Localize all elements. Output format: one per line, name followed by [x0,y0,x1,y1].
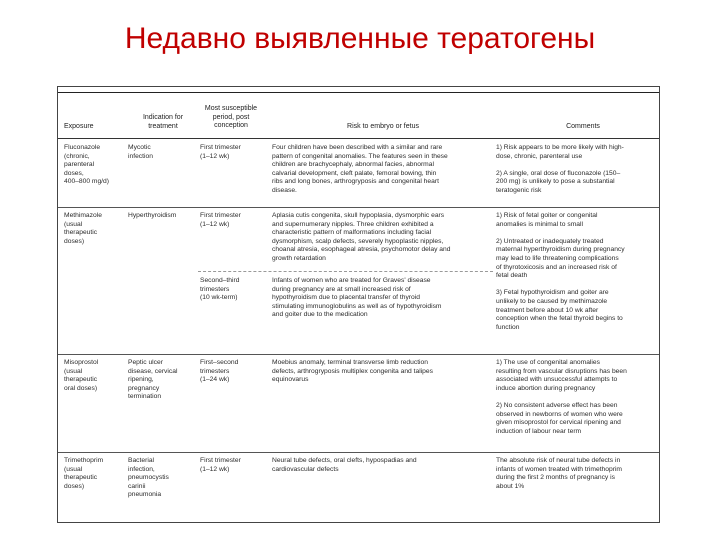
row-2-period-b: Second–third trimesters (10 wk-term) [200,277,240,302]
row-2-period-a: First trimester (1–12 wk) [200,212,241,228]
row-1-exposure: Fluconazole (chronic, parenteral doses, 400–800 mg/d) [64,144,109,186]
row-4-risk: Neural tube defects, oral clefts, hypospadias and cardiovascular defects [272,457,417,473]
row-2-indication: Hyperthyroidism [128,212,177,219]
row-1-comments: 1) Risk appears to be more likely with high- dose, chronic, parenteral use 2) A single, oral dose of fluconazole (150– 200 mg) is unlikely to pose a substantial teratogenic risk [496,144,624,194]
row-divider [58,452,659,453]
row-4-indication: Bacterial infection, pneumocystis carinii pneumonia [128,457,169,499]
teratogen-table [57,86,660,523]
row-4-comments: The absolute risk of neural tube defects in infants of women treated with trimethoprim during the first 2 months of pregnancy is about 1% [496,457,623,490]
row-4-period: First trimester (1–12 wk) [200,457,241,473]
header-comments: Comments [566,123,600,130]
page-title: Недавно выявленные тератогены [124,22,596,55]
row-divider [58,207,659,208]
header-exposure: Exposure [64,123,94,130]
row-2-exposure: Methimazole (usual therapeutic doses) [64,212,102,245]
row-2-comments: 1) Risk of fetal goiter or congenital anomalies is minimal to small 2) Untreated or inadequately treated maternal hyperthyroidism during pregnancy may lead to life threatening complications of thyrotoxicosis and an increased risk of fetal death 3) Fetal hypothyroidism and goiter are unlikely to be caused by methimazole treatment before about 10 wk after conception when the fetal thyroid begins to function [496,212,625,331]
header-indication: Indication for treatment [142,114,184,130]
row-2-subdivider [198,271,493,272]
header-risk: Risk to embryo or fetus [347,123,419,130]
row-3-risk: Moebius anomaly, terminal transverse limb reduction defects, arthrogryposis multiplex congenita and talipes equinovarus [272,359,433,384]
row-3-period: First–second trimesters (1–24 wk) [200,359,239,384]
header-period: Most susceptible period, post conception [204,105,258,130]
row-1-indication: Mycotic infection [128,144,153,160]
row-3-indication: Peptic ulcer disease, cervical ripening, pregnancy termination [128,359,178,401]
table-top-rule [58,92,659,93]
row-divider [58,354,659,355]
row-4-exposure: Trimethoprim (usual therapeutic doses) [64,457,104,490]
row-1-risk: Four children have been described with a similar and rare pattern of congenital anomalies. The features seen in these children are brachycephaly, abnormal facies, abnormal calvarial development, cleft palate, femoral bowing, thin ribs and long bones, arthrogryposis and congenital heart disease. [272,144,448,194]
row-1-period: First trimester (1–12 wk) [200,144,241,160]
header-rule [58,138,659,139]
row-3-comments: 1) The use of congenital anomalies resulting from vascular disruptions has been associated with unsuccessful attempts to induce abortion during pregnancy 2) No consistent adverse effect has been observed in newborns of women who were given misoprostol for cervical ripening and induction of labour near term [496,359,627,435]
row-2-risk-a: Aplasia cutis congenita, skull hypoplasia, dysmorphic ears and supernumerary nipples. Three children exhibited a characteristic pattern of malformations including facial dysmorphism, scalp defects, severely hypoplastic nipples, choanal atresia, esophageal atresia, psychomotor delay and growth retardation [272,212,451,262]
row-2-risk-b: Infants of women who are treated for Graves' disease during pregnancy are at small increased risk of hypothyroidism due to placental transfer of thyroid stimulating immunoglobulins as well as of hypothyroidism and goiter due to the medication [272,277,442,319]
row-3-exposure: Misoprostol (usual therapeutic oral doses) [64,359,99,392]
